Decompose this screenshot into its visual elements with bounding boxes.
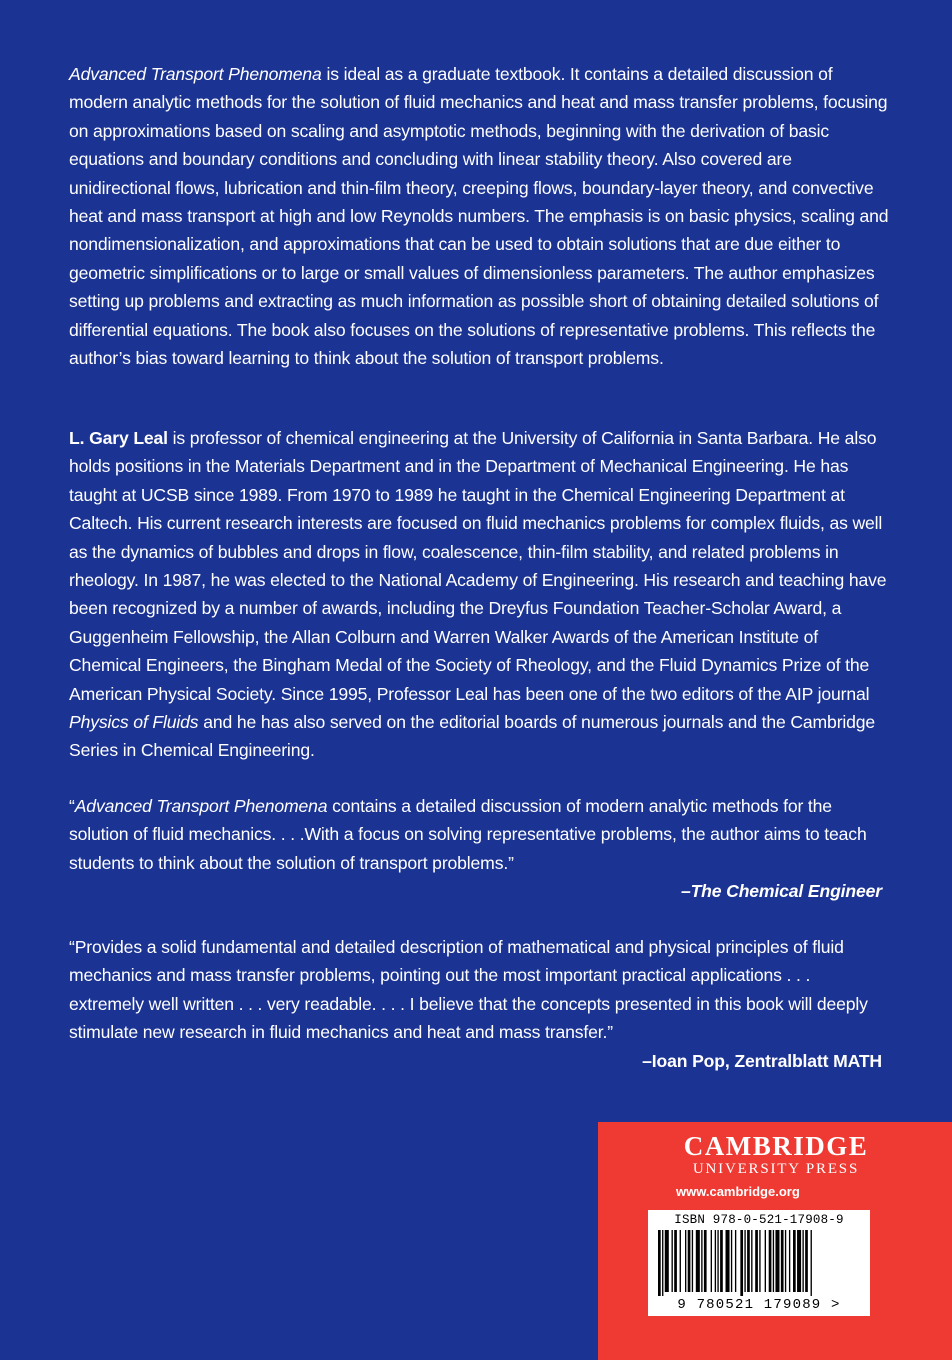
review-quote: “Provides a solid fundamental and detailed description of mathematical and physical principles of fluid mechanics and mass transfer problems, pointing out the most important practical applications . . . extremely well written . . . very readable. . . . I believe that the concepts presented in this book will deeply stimulate new research in fluid mechanics and heat and mass transfer.”: [69, 937, 868, 1043]
isbn-label: ISBN 978-0-521-17908-9: [674, 1213, 844, 1227]
author-name: L. Gary Leal: [69, 428, 168, 448]
review-book-title: Advanced Transport Phenomena: [74, 796, 328, 816]
publisher-logo: [676, 1132, 876, 1179]
review-attribution: –The Chemical Engineer: [680, 881, 882, 902]
review-text: contains a detailed discussion of modern analytic methods for the solution of fluid mechanics. . . .With a focus on solving representative problems, the author aims to teach students to think about the solution of transport problems.”: [69, 796, 867, 873]
barcode-bars: [654, 1230, 864, 1296]
publisher-panel: [598, 1122, 952, 1360]
publisher-website: www.cambridge.org: [676, 1184, 800, 1199]
review-quote: “Advanced Transport Phenomena contains a detailed discussion of modern analytic methods for the solution of fluid mechanics. . . .With a focus on solving representative problems, the author aims to teach students to think about the solution of transport problems.”: [69, 796, 867, 873]
review-zentralblatt: [69, 933, 889, 1075]
barcode-box: [648, 1210, 870, 1316]
review-attribution: –Ioan Pop, Zentralblatt MATH: [642, 1050, 882, 1071]
book-title: Advanced Transport Phenomena: [69, 64, 322, 84]
author-bio: [69, 424, 889, 765]
journal-title: Physics of Fluids: [69, 712, 199, 733]
book-description: [69, 60, 889, 372]
bio-text-part1: is professor of chemical engineering at the University of California in Santa Barbara. He also holds positions in the Materials Department and in the Department of Mechanical Engineering. He has taught at UCSB since 1989. From 1970 to 1989 he taught in the Chemical Engineering Department at Caltech. His current research interests are focused on fluid mechanics problems for complex fluids, as well as the dynamics of bubbles and drops in flow, coalescence, thin-film stability, and related problems in rheology. In 1987, he was elected to the National Academy of Engineering. His research and teaching have been recognized by a number of awards, including the Dreyfus Foundation Teacher-Scholar Award, a Guggenheim Fellowship, the Allan Colburn and Warren Walker Awards of the American Institute of Chemical Engineers, the Bingham Medal of the Society of Rheology, and the Fluid Dynamics Prize of the American Physical Society. Since 1995, Professor Leal has been one of the two editors of the AIP journal: [69, 428, 887, 704]
publisher-subtitle: UNIVERSITY PRESS: [692, 1161, 860, 1177]
review-chemical-engineer: [69, 792, 889, 906]
publisher-name: CAMBRIDGE: [683, 1131, 869, 1161]
bio-text-part2: and he has also served on the editorial boards of numerous journals and the Cambridge Series in Chemical Engineering.: [69, 712, 876, 761]
description-text: is ideal as a graduate textbook. It contains a detailed discussion of modern analytic methods for the solution of fluid mechanics and heat and mass transfer problems, focusing on approximations based on scaling and asymptotic methods, beginning with the derivation of basic equations and boundary conditions and concluding with linear stability theory. Also covered are unidirectional flows, lubrication and thin-film theory, creeping flows, boundary-layer theory, and convective heat and mass transport at high and low Reynolds numbers. The emphasis is on basic physics, scaling and nondimensionalization, and approximations that can be used to obtain solutions that are due either to geometric simplifications or to large or small values of dimensionless parameters. The author emphasizes setting up problems and extracting as much information as possible short of obtaining detailed solutions of differential equations. The book also focuses on the solutions of representative problems. This reflects the author’s bias toward learning to think about the solution of transport problems.: [69, 64, 889, 369]
ean-digits: 9 780521 179089 >: [677, 1297, 841, 1313]
